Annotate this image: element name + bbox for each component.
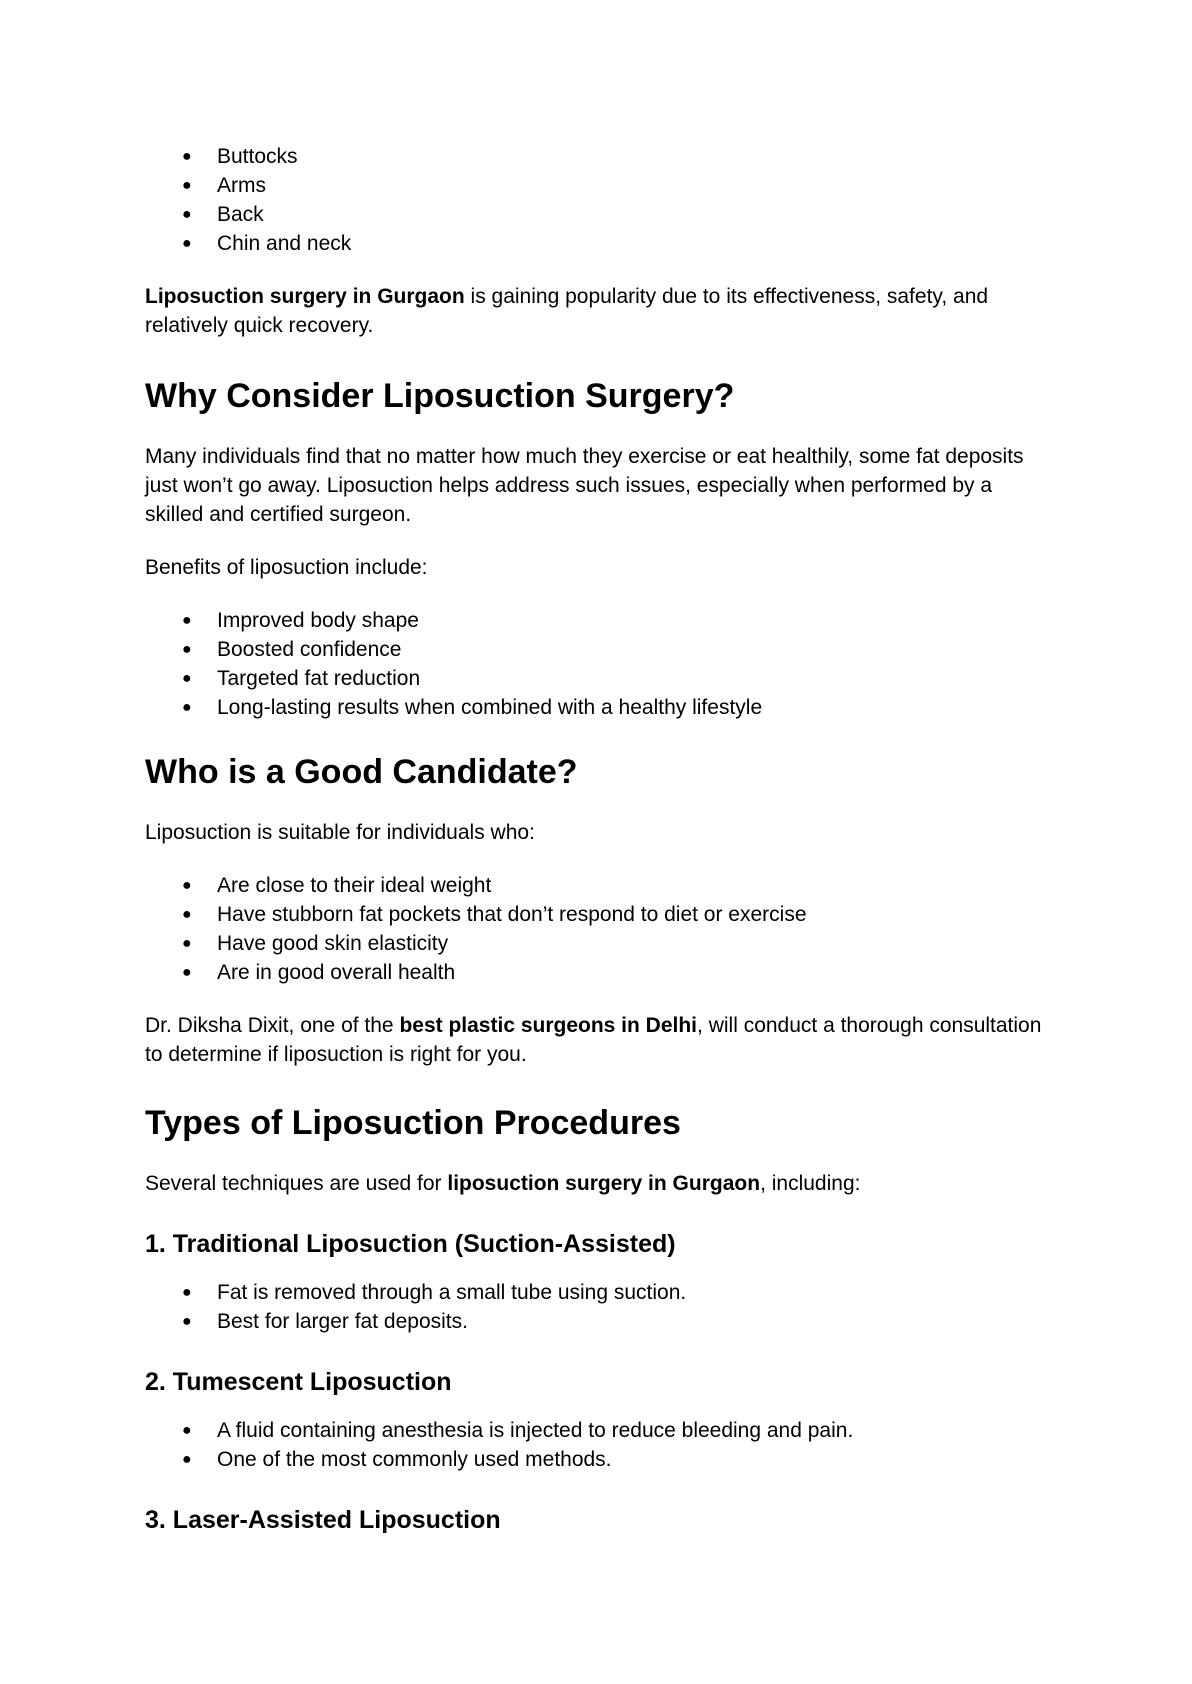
list-item: ● One of the most commonly used methods. <box>145 1445 1055 1474</box>
traditional-list <box>145 1278 1055 1336</box>
bullet-icon: ● <box>182 964 192 981</box>
who-intro: Liposuction is suitable for individuals who: <box>145 821 535 844</box>
bullet-icon: ● <box>182 235 192 252</box>
list-item: ● Have stubborn fat pockets that don’t respond to diet or exercise <box>145 900 1055 929</box>
types-heading: Types of Liposuction Procedures <box>145 1104 681 1142</box>
bullet-icon: ● <box>182 148 192 165</box>
benefits-intro: Benefits of liposuction include: <box>145 556 428 579</box>
why-paragraph: Many individuals find that no matter how much they exercise or eat healthily, some fat deposits just won’t go away. Liposuction helps address such issues, especially when performed by a skilled and certified surgeon. <box>145 445 1024 526</box>
area-list <box>145 142 1055 258</box>
list-item: ● Back <box>145 200 1055 229</box>
list-item: ● Boosted confidence <box>145 635 1055 664</box>
bullet-icon: ● <box>182 1284 192 1301</box>
consult-bold: best plastic surgeons in Delhi <box>399 1014 698 1037</box>
list-item: ● Long-lasting results when combined with a healthy lifestyle <box>145 693 1055 722</box>
benefits-list <box>145 606 1055 722</box>
bullet-icon: ● <box>182 906 192 923</box>
list-item: ● A fluid containing anesthesia is injected to reduce bleeding and pain. <box>145 1416 1055 1445</box>
list-item: ● Targeted fat reduction <box>145 664 1055 693</box>
bullet-icon: ● <box>182 699 192 716</box>
bullet-icon: ● <box>182 670 192 687</box>
document-page <box>145 142 1055 1536</box>
list-item: ● Are close to their ideal weight <box>145 871 1055 900</box>
consultation-paragraph: Dr. Diksha Dixit, one of the best plastic surgeons in Delhi, will conduct a thorough consultation to determine if liposuction is right for you. <box>145 1014 1042 1066</box>
bullet-icon: ● <box>182 641 192 658</box>
bullet-icon: ● <box>182 1451 192 1468</box>
bullet-icon: ● <box>182 935 192 952</box>
intro-paragraph: Liposuction surgery in Gurgaon is gaining popularity due to its effectiveness, safety, and relatively quick recovery. <box>145 285 989 337</box>
list-item: ● Improved body shape <box>145 606 1055 635</box>
list-item: ● Best for larger fat deposits. <box>145 1307 1055 1336</box>
list-item: ● Arms <box>145 171 1055 200</box>
bullet-icon: ● <box>182 612 192 629</box>
bullet-icon: ● <box>182 1422 192 1439</box>
candidate-list <box>145 871 1055 987</box>
types-intro: Several techniques are used for liposuction surgery in Gurgaon, including: <box>145 1172 861 1195</box>
types-intro-bold: liposuction surgery in Gurgaon <box>447 1172 761 1195</box>
list-item: ● Chin and neck <box>145 229 1055 258</box>
traditional-heading: 1. Traditional Liposuction (Suction-Assisted) <box>145 1230 676 1258</box>
bullet-icon: ● <box>182 206 192 223</box>
bullet-icon: ● <box>182 177 192 194</box>
list-item: ● Are in good overall health <box>145 958 1055 987</box>
intro-bold: Liposuction surgery in Gurgaon <box>145 285 465 308</box>
list-item: ● Fat is removed through a small tube using suction. <box>145 1278 1055 1307</box>
list-item: ● Have good skin elasticity <box>145 929 1055 958</box>
bullet-icon: ● <box>182 877 192 894</box>
laser-heading: 3. Laser-Assisted Liposuction <box>145 1506 501 1534</box>
tumescent-heading: 2. Tumescent Liposuction <box>145 1368 452 1396</box>
why-heading: Why Consider Liposuction Surgery? <box>145 377 735 415</box>
who-heading: Who is a Good Candidate? <box>145 753 578 791</box>
list-item: ● Buttocks <box>145 142 1055 171</box>
bullet-icon: ● <box>182 1313 192 1330</box>
tumescent-list <box>145 1416 1055 1474</box>
